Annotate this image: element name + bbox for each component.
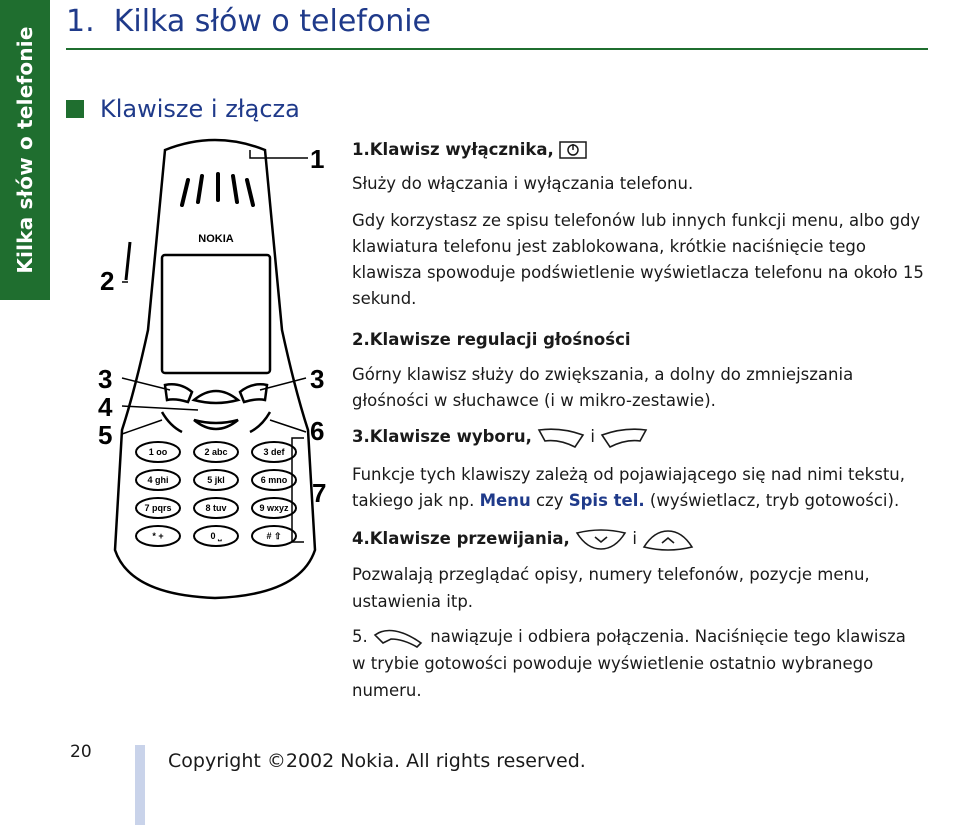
keypad-key-label: 7 pqrs bbox=[144, 503, 172, 513]
keypad bbox=[136, 442, 296, 546]
chapter-number: 1. bbox=[66, 4, 95, 39]
callout-5: 5 bbox=[98, 420, 113, 450]
item-1-heading: 1.Klawisz wyłącznika, bbox=[352, 137, 587, 163]
callout-1: 1 bbox=[310, 144, 325, 174]
item-5-line-2: w trybie gotowości powoduje wyświetlenie ostatnio wybranego bbox=[352, 654, 874, 673]
item-5-line-1: 5. nawiązuje i odbiera połączenia. Naciśnięcie tego klawisza bbox=[352, 624, 906, 650]
keypad-key-label: 1 ᴏᴏ bbox=[148, 447, 168, 457]
leader-1 bbox=[250, 150, 308, 158]
item-1-line-4: klawisza spowoduje podświetlenie wyświetlacza telefonu na około 15 bbox=[352, 263, 924, 282]
chapter-title bbox=[66, 0, 431, 44]
copyright: Copyright ©2002 Nokia. All rights reserved. bbox=[168, 750, 586, 772]
chapter-rule bbox=[66, 48, 928, 50]
callout-2: 2 bbox=[100, 266, 115, 296]
volume-keys bbox=[126, 242, 130, 280]
power-key-icon bbox=[559, 141, 587, 161]
callout-7: 7 bbox=[312, 478, 327, 508]
item-5-line-3: numeru. bbox=[352, 681, 422, 700]
item-2-heading: 2.Klawisze regulacji głośności bbox=[352, 330, 631, 349]
earpiece-icon bbox=[182, 174, 253, 205]
keypad-key-label: 2 abc bbox=[204, 447, 228, 457]
leader-4 bbox=[122, 406, 198, 410]
leader-7 bbox=[292, 438, 304, 542]
side-tab-label: Kilka słów o telefonie bbox=[13, 26, 37, 274]
leader-3-left bbox=[122, 378, 170, 390]
callout-3-right: 3 bbox=[310, 364, 325, 394]
phone-illustration bbox=[70, 130, 360, 600]
right-selection-key-icon bbox=[600, 427, 648, 449]
phone-brand: NOKIA bbox=[198, 233, 234, 245]
side-tab bbox=[0, 0, 50, 300]
left-softkey-icon bbox=[165, 384, 192, 402]
item-3-heading: 3.Klawisze wyboru, i bbox=[352, 424, 648, 450]
item-1-line-1: Służy do włączania i wyłączania telefonu. bbox=[352, 174, 694, 193]
page-number: 20 bbox=[70, 742, 92, 762]
item-1-line-3: klawiatura telefonu jest zablokowana, krótkie naciśnięcie tego bbox=[352, 237, 866, 256]
keypad-key-label: * + bbox=[152, 531, 164, 541]
end-key-icon bbox=[250, 412, 270, 432]
item-1-line-5: sekund. bbox=[352, 289, 417, 308]
right-softkey-icon bbox=[240, 384, 267, 402]
keypad-key-label: # ⇧ bbox=[266, 531, 282, 541]
keypad-key-label: 9 wxyz bbox=[259, 503, 289, 513]
keypad-key-label: 8 tuv bbox=[205, 503, 227, 513]
keypad-key-label: 6 mno bbox=[260, 475, 288, 485]
callout-4: 4 bbox=[98, 392, 113, 422]
keypad-key-label: 5 jkl bbox=[207, 475, 225, 485]
keypad-key-label: 0 ⎵ bbox=[210, 531, 222, 541]
item-3-line-1: Funkcje tych klawiszy zależą od pojawiającego się nad nimi tekstu, bbox=[352, 465, 905, 484]
section-title: Klawisze i złącza bbox=[100, 95, 300, 123]
item-2-line-1: Górny klawisz służy do zwiększania, a dolny do zmniejszania bbox=[352, 365, 854, 384]
phone-display bbox=[162, 255, 270, 373]
section-bullet bbox=[66, 100, 84, 118]
left-selection-key-icon bbox=[537, 427, 585, 449]
item-4-heading: 4.Klawisze przewijania, i bbox=[352, 526, 694, 552]
item-2-line-2: głośności w słuchawce (i w mikro-zestawie). bbox=[352, 391, 716, 410]
call-key-icon bbox=[162, 412, 182, 432]
scroll-up-icon bbox=[194, 391, 238, 403]
item-4-line-2: ustawienia itp. bbox=[352, 592, 474, 611]
menu-label: Menu bbox=[479, 491, 531, 510]
spis-tel-label: Spis tel. bbox=[568, 491, 645, 510]
scroll-down-icon bbox=[194, 420, 238, 429]
item-4-line-1: Pozwalają przeglądać opisy, numery telefonów, pozycje menu, bbox=[352, 565, 870, 584]
keypad-key-label: 3 def bbox=[263, 447, 285, 457]
callout-3-left: 3 bbox=[98, 364, 113, 394]
chapter-title-text: Kilka słów o telefonie bbox=[113, 4, 432, 39]
scroll-down-key-icon bbox=[575, 529, 627, 551]
keypad-key-label: 4 ghi bbox=[147, 475, 169, 485]
phone-body bbox=[115, 140, 315, 598]
item-3-line-2: takiego jak np. Menu czy Spis tel. (wyświetlacz, tryb gotowości). bbox=[352, 491, 900, 510]
call-key-icon bbox=[373, 627, 425, 649]
scroll-up-key-icon bbox=[642, 529, 694, 551]
item-1-line-2: Gdy korzystasz ze spisu telefonów lub innych funkcji menu, albo gdy bbox=[352, 211, 921, 230]
leader-6 bbox=[270, 420, 306, 432]
footer-bar bbox=[135, 745, 145, 825]
callout-6: 6 bbox=[310, 416, 325, 446]
leader-5 bbox=[122, 420, 162, 434]
